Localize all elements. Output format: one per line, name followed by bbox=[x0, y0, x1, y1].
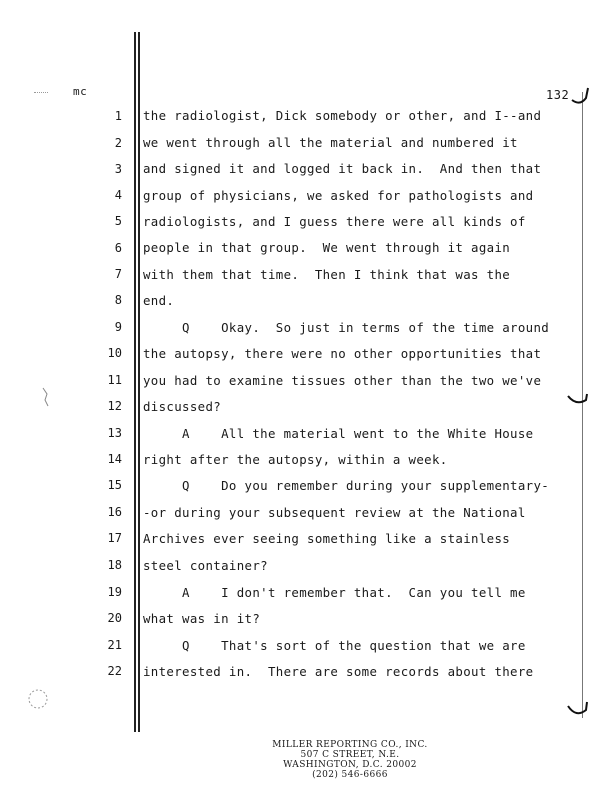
line-number: 9 bbox=[114, 320, 122, 334]
line-number: 12 bbox=[107, 399, 122, 413]
line-number: 1 bbox=[114, 109, 122, 123]
transcript-line: the radiologist, Dick somebody or other, and I--and bbox=[143, 108, 542, 123]
transcript-line: with them that time. Then I think that was the bbox=[143, 267, 511, 282]
transcript-line: discussed? bbox=[143, 399, 222, 414]
line-number: 14 bbox=[107, 452, 122, 466]
line-number: 18 bbox=[107, 558, 122, 572]
line-number: 19 bbox=[107, 585, 122, 599]
binding-mark-icon bbox=[566, 392, 590, 410]
line-number: 17 bbox=[107, 531, 122, 545]
scan-speck-icon bbox=[40, 386, 50, 408]
scan-dots bbox=[34, 92, 48, 93]
line-number: 20 bbox=[107, 611, 122, 625]
transcript-line: steel container? bbox=[143, 558, 268, 573]
transcript-line: Archives ever seeing something like a stainless bbox=[143, 531, 511, 546]
line-number: 11 bbox=[107, 373, 122, 387]
transcript-line: radiologists, and I guess there were all kinds of bbox=[143, 214, 526, 229]
line-number: 6 bbox=[114, 241, 122, 255]
transcript-line: Q That's sort of the question that we are bbox=[143, 638, 526, 653]
transcript-line: the autopsy, there were no other opportunities that bbox=[143, 346, 542, 361]
transcript-line: Q Do you remember during your supplementary- bbox=[143, 478, 550, 493]
footer-city: WASHINGTON, D.C. 20002 bbox=[283, 760, 417, 770]
line-number: 16 bbox=[107, 505, 122, 519]
binding-mark-icon bbox=[570, 84, 592, 108]
transcript-line: interested in. There are some records about there bbox=[143, 664, 534, 679]
line-number: 10 bbox=[107, 346, 122, 360]
transcript-line: A All the material went to the White House bbox=[143, 426, 534, 441]
line-number: 4 bbox=[114, 188, 122, 202]
page-number: 132 bbox=[546, 88, 570, 102]
line-number: 5 bbox=[114, 214, 122, 228]
line-number: 13 bbox=[107, 426, 122, 440]
left-margin-rule-inner bbox=[138, 32, 140, 732]
transcript-line: end. bbox=[143, 293, 175, 308]
transcript-line: A I don't remember that. Can you tell me bbox=[143, 585, 526, 600]
line-number: 2 bbox=[114, 136, 122, 150]
line-number: 15 bbox=[107, 478, 122, 492]
left-margin-rule bbox=[134, 32, 136, 732]
line-number: 21 bbox=[107, 638, 122, 652]
line-number: 8 bbox=[114, 293, 122, 307]
transcript-line: -or during your subsequent review at the National bbox=[143, 505, 526, 520]
transcript-line: and signed it and logged it back in. And then that bbox=[143, 161, 542, 176]
reporter-initials: mc bbox=[73, 85, 88, 98]
footer-street: 507 C STREET, N.E. bbox=[300, 750, 400, 760]
footer-company: MILLER REPORTING CO., INC. bbox=[272, 740, 428, 750]
transcript-line: Q Okay. So just in terms of the time around bbox=[143, 320, 550, 335]
transcript-line: people in that group. We went through it again bbox=[143, 240, 511, 255]
transcript-line: you had to examine tissues other than the two we've bbox=[143, 373, 542, 388]
footer-phone: (202) 546-6666 bbox=[312, 770, 388, 780]
line-number: 7 bbox=[114, 267, 122, 281]
transcript-line: what was in it? bbox=[143, 611, 261, 626]
transcript-line: we went through all the material and numbered it bbox=[143, 135, 518, 150]
transcript-line: right after the autopsy, within a week. bbox=[143, 452, 448, 467]
binding-mark-icon bbox=[566, 700, 590, 722]
punch-hole-icon bbox=[26, 686, 50, 712]
line-number: 3 bbox=[114, 162, 122, 176]
transcript-line: group of physicians, we asked for pathologists and bbox=[143, 188, 534, 203]
line-number: 22 bbox=[107, 664, 122, 678]
